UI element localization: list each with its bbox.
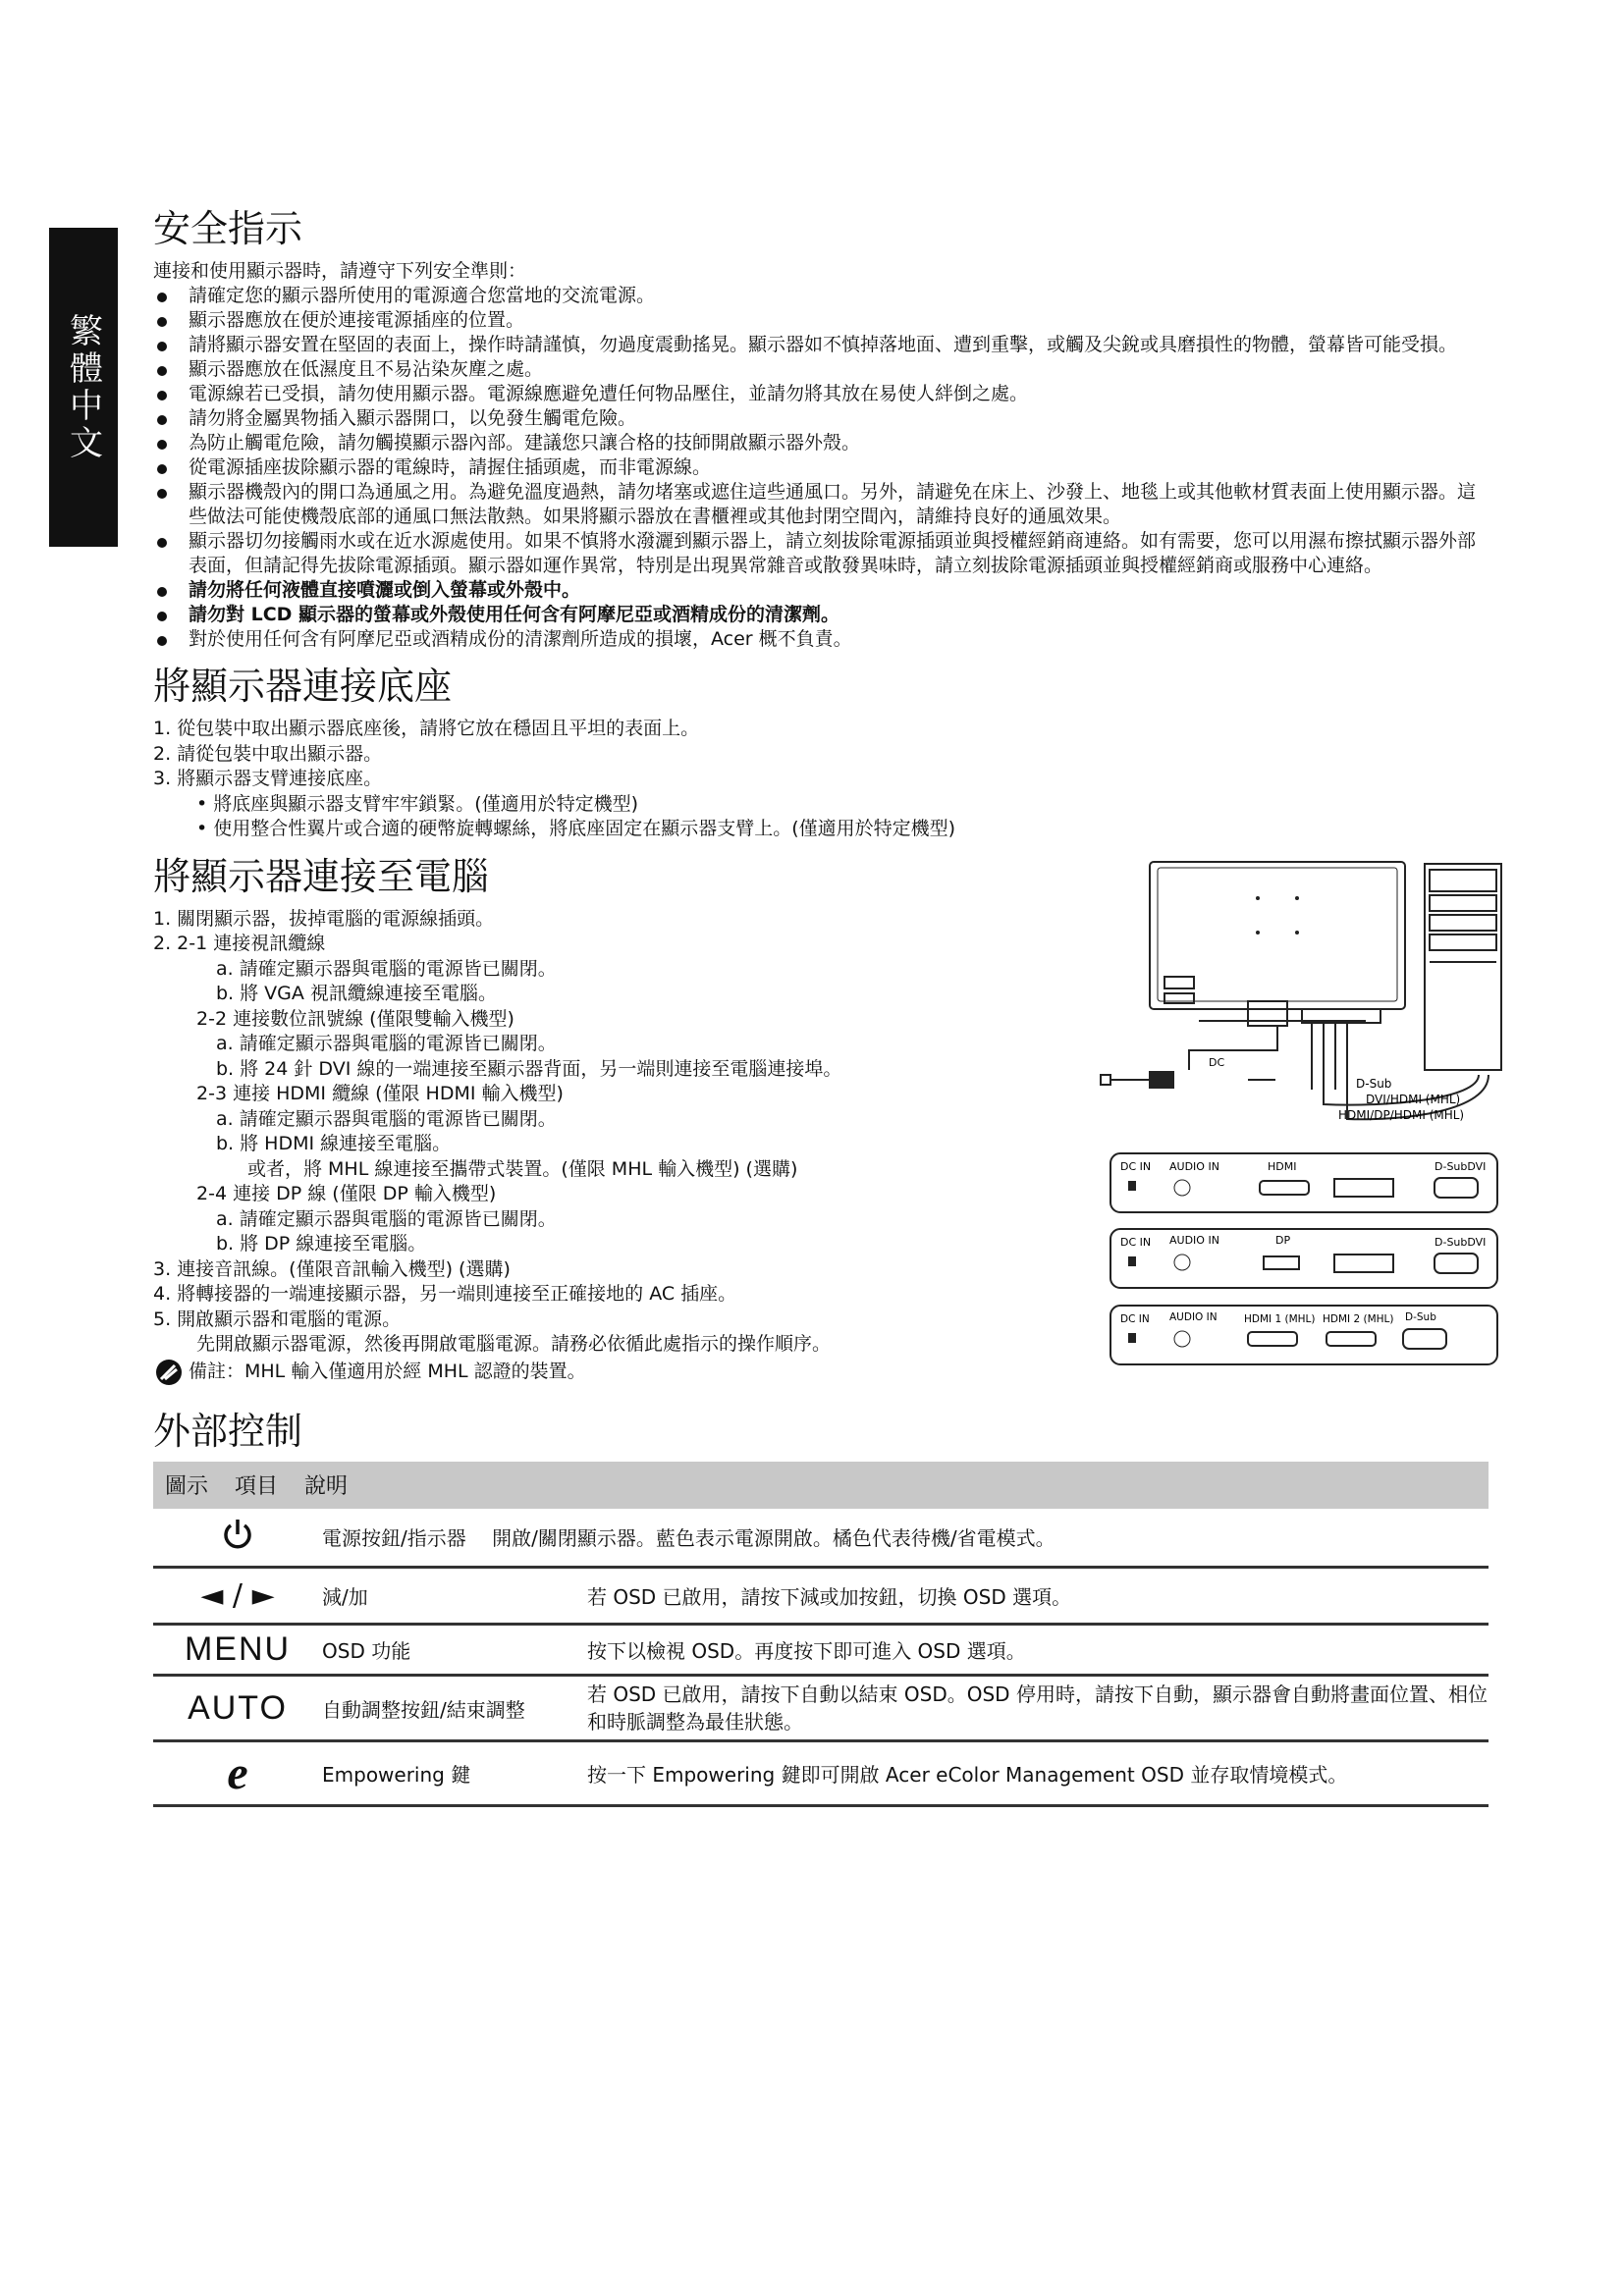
controls-title: 外部控制	[153, 1409, 303, 1453]
dsub-label: D-Sub	[1356, 1076, 1392, 1091]
computer-tower	[1425, 864, 1501, 1070]
svg-text:HDMI: HDMI	[1268, 1159, 1297, 1173]
page-content	[153, 206, 1489, 1807]
connect-note-text: 備註：MHL 輸入僅適用於經 MHL 認證的裝置。	[189, 1360, 586, 1382]
connect-step: 2-2 連接數位訊號線 (僅限雙輸入機型)	[196, 1007, 514, 1030]
connect-step: 或者，將 MHL 線連接至攜帶式裝置。(僅限 MHL 輸入機型) (選購)	[247, 1157, 798, 1180]
connect-step: 先開啟顯示器電源，然後再開啟電腦電源。請務必依循此處指示的操作順序。	[196, 1333, 832, 1355]
language-tab-label: 繁體中文	[63, 312, 103, 462]
control-item: OSD 功能	[322, 1625, 587, 1676]
svg-text:DC IN: DC IN	[1120, 1312, 1150, 1325]
svg-text:DC IN: DC IN	[1120, 1159, 1152, 1173]
connection-diagram	[1091, 854, 1503, 1404]
port-panel-mhl	[1110, 1306, 1497, 1364]
svg-text:AUDIO IN: AUDIO IN	[1169, 1310, 1218, 1323]
connect-step: 5. 開啟顯示器和電腦的電源。	[153, 1308, 402, 1330]
connect-step: 1. 關閉顯示器，拔掉電腦的電源線插頭。	[153, 907, 495, 930]
connect-step: 3. 連接音訊線。(僅限音訊輸入機型) (選購)	[153, 1257, 511, 1280]
power-icon	[220, 1517, 255, 1552]
table-row	[153, 1741, 1489, 1806]
control-item: Empowering 鍵	[322, 1741, 587, 1806]
safety-list	[153, 284, 1489, 652]
connect-step: b. 將 24 針 DVI 線的一端連接至顯示器背面，另一端則連接至電腦連接埠。	[216, 1057, 842, 1080]
controls-header-row	[153, 1462, 1489, 1509]
connect-step: 2-4 連接 DP 線 (僅限 DP 輸入機型)	[196, 1183, 497, 1204]
menu-label-icon: MENU	[184, 1630, 292, 1668]
safety-item: 請勿將任何液體直接噴灑或倒入螢幕或外殼中。	[153, 578, 1489, 603]
base-substep: • 使用整合性翼片或合適的硬幣旋轉螺絲，將底座固定在顯示器支臂上。(僅適用於特定機型)	[196, 818, 956, 839]
left-right-arrows-icon: ◄ / ►	[200, 1578, 275, 1613]
safety-item: 為防止觸電危險，請勿觸摸顯示器內部。建議您只讓合格的技師開啟顯示器外殼。	[153, 431, 1489, 455]
connect-step: b. 將 DP 線連接至電腦。	[216, 1233, 427, 1255]
base-step: 2. 請從包裝中取出顯示器。	[153, 742, 383, 765]
safety-item: 請勿將金屬異物插入顯示器開口，以免發生觸電危險。	[153, 406, 1489, 431]
dvi-mhl-label: DVI/HDMI (MHL)	[1366, 1092, 1461, 1106]
port-panel-hdmi	[1110, 1153, 1497, 1212]
safety-item: 從電源插座拔除顯示器的電線時，請握住插頭處，而非電源線。	[153, 455, 1489, 480]
table-row	[153, 1676, 1489, 1741]
safety-item: 電源線若已受損，請勿使用顯示器。電源線應避免遭任何物品壓住，並請勿將其放在易使人絆倒之處。	[153, 382, 1489, 406]
control-desc: 開啟/關閉顯示器。藍色表示電源開啟。橘色代表待機/省電模式。	[492, 1526, 1056, 1551]
svg-text:AUDIO IN: AUDIO IN	[1169, 1159, 1219, 1173]
safety-item: 顯示器機殼內的開口為通風之用。為避免溫度過熱，請勿堵塞或遮住這些通風口。另外，請避免在床上、沙發上、地毯上或其他軟材質表面上使用顯示器。這些做法可能使機殼底部的通風口無法散熱。如果將顯示器放在書櫃裡或其他封閉空間內，請維持良好的通風效果。	[153, 480, 1489, 529]
monitor-back	[1150, 862, 1405, 1026]
connect-step: a. 請確定顯示器與電腦的電源皆已關閉。	[216, 957, 557, 980]
safety-item: 顯示器應放在低濕度且不易沾染灰塵之處。	[153, 357, 1489, 382]
safety-item: 顯示器切勿接觸雨水或在近水源處使用。如果不慎將水潑灑到顯示器上，請立刻拔除電源插頭並與授權經銷商連絡。如有需要，您可以用濕布擦拭顯示器外部表面，但請記得先拔除電源插頭。顯示器如運作異常，特別是出現異常雜音或散發異味時，請立刻拔除電源插頭並與授權經銷商或服務中心連絡。	[153, 529, 1489, 578]
monitor-screw-dots	[1256, 896, 1299, 934]
header-item: 項目	[235, 1474, 279, 1499]
safety-item: 請確定您的顯示器所使用的電源適合您當地的交流電源。	[153, 284, 1489, 308]
safety-item: 對於使用任何含有阿摩尼亞或酒精成份的清潔劑所造成的損壞，Acer 概不負責。	[153, 627, 1489, 652]
connect-step: 4. 將轉接器的一端連接顯示器，另一端則連接至正確接地的 AC 插座。	[153, 1283, 737, 1305]
svg-text:HDMI 2 (MHL): HDMI 2 (MHL)	[1323, 1312, 1394, 1325]
control-item: 減/加	[322, 1568, 587, 1625]
safety-title: 安全指示	[153, 207, 303, 250]
safety-intro: 連接和使用顯示器時，請遵守下列安全準則：	[153, 260, 527, 282]
port-panel-dp	[1110, 1229, 1497, 1288]
hdmi-dp-label: HDMI/DP/HDMI (MHL)	[1338, 1107, 1465, 1122]
control-item: 電源按鈕/指示器	[322, 1526, 466, 1551]
base-title: 將顯示器連接底座	[153, 665, 453, 708]
dc-label: DC	[1209, 1055, 1225, 1069]
note-icon	[153, 1358, 185, 1387]
base-substep: • 將底座與顯示器支臂牢牢鎖緊。(僅適用於特定機型)	[196, 792, 639, 815]
connect-steps	[153, 907, 1076, 1358]
control-desc: 按下以檢視 OSD。再度按下即可進入 OSD 選項。	[587, 1625, 1489, 1676]
controls-section	[153, 1409, 1489, 1808]
connect-step: a. 請確定顯示器與電腦的電源皆已關閉。	[216, 1033, 557, 1054]
svg-text:DC IN: DC IN	[1120, 1235, 1152, 1249]
connect-title: 將顯示器連接至電腦	[153, 854, 490, 898]
svg-text:D-Sub: D-Sub	[1405, 1310, 1436, 1323]
safety-item: 請勿對 LCD 顯示器的螢幕或外殼使用任何含有阿摩尼亞或酒精成份的清潔劑。	[153, 603, 1489, 627]
table-row	[153, 1509, 1489, 1568]
safety-item: 請將顯示器安置在堅固的表面上，操作時請謹慎，勿過度震動搖晃。顯示器如不慎掉落地面、遭到重擊，或觸及尖銳或具磨損性的物體，螢幕皆可能受損。	[153, 333, 1489, 357]
connect-note	[153, 1358, 1076, 1387]
table-row	[153, 1625, 1489, 1676]
control-item: 自動調整按鈕/結束調整	[322, 1676, 587, 1741]
control-desc: 若 OSD 已啟用，請按下減或加按鈕，切換 OSD 選項。	[587, 1568, 1489, 1625]
language-tab	[49, 228, 118, 547]
connect-step: a. 請確定顯示器與電腦的電源皆已關閉。	[216, 1207, 557, 1230]
control-desc: 按一下 Empowering 鍵即可開啟 Acer eColor Management OSD 並存取情境模式。	[587, 1741, 1489, 1806]
base-section	[153, 664, 1489, 842]
auto-label-icon: AUTO	[188, 1688, 288, 1727]
safety-item: 顯示器應放在便於連接電源插座的位置。	[153, 308, 1489, 333]
empowering-e-icon: e	[227, 1747, 248, 1799]
connect-section	[153, 854, 1489, 1409]
base-step: 3. 將顯示器支臂連接底座。	[153, 768, 383, 789]
connect-step: b. 將 VGA 視訊纜線連接至電腦。	[216, 983, 497, 1004]
svg-text:D-SubDVI: D-SubDVI	[1435, 1235, 1487, 1249]
header-icon: 圖示	[165, 1474, 209, 1499]
table-row	[153, 1568, 1489, 1625]
svg-text:DP: DP	[1275, 1233, 1291, 1247]
svg-text:HDMI 1 (MHL): HDMI 1 (MHL)	[1244, 1312, 1316, 1325]
connect-step: 2. 2-1 連接視訊纜線	[153, 933, 326, 954]
base-step: 1. 從包裝中取出顯示器底座後，請將它放在穩固且平坦的表面上。	[153, 718, 700, 739]
connect-step: 2-3 連接 HDMI 纜線 (僅限 HDMI 輸入機型)	[196, 1083, 564, 1104]
connect-step: a. 請確定顯示器與電腦的電源皆已關閉。	[216, 1107, 557, 1130]
connect-step: b. 將 HDMI 線連接至電腦。	[216, 1133, 452, 1154]
svg-text:AUDIO IN: AUDIO IN	[1169, 1233, 1219, 1247]
control-desc: 若 OSD 已啟用，請按下自動以結束 OSD。OSD 停用時，請按下自動，顯示器會自動將畫面位置、相位和時脈調整為最佳狀態。	[587, 1676, 1489, 1741]
controls-table	[153, 1462, 1489, 1808]
header-desc: 說明	[304, 1474, 349, 1499]
svg-text:D-SubDVI: D-SubDVI	[1435, 1159, 1487, 1173]
